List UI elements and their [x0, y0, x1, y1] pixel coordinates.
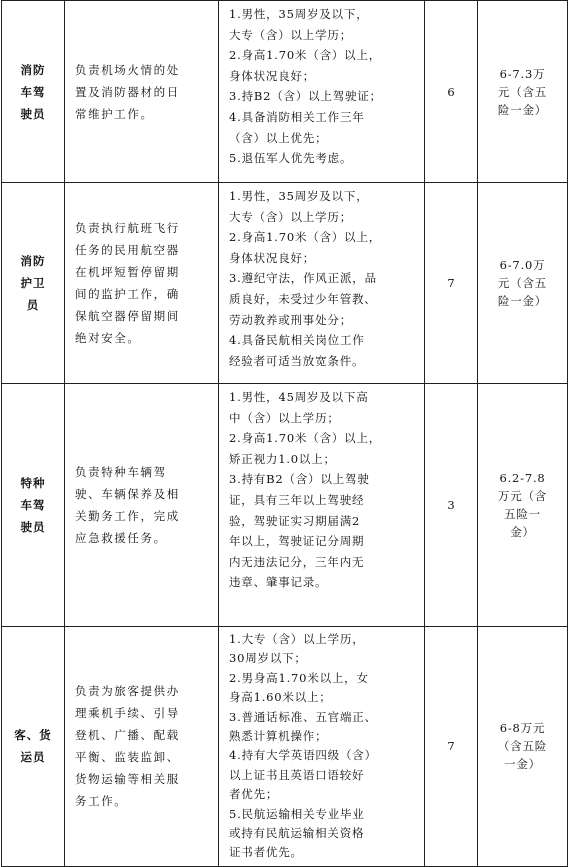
table-row — [2, 183, 568, 384]
requirements-cell: 1.男性，35周岁及以下， 大专（含）以上学历； 2.身高1.70米（含）以上， 身体状况良好； 3.持B2（含）以上驾驶证； 4.具备消防相关工作三年 （含）以上优先； 5.退伍军人优先考虑。 — [219, 1, 425, 183]
duty-cell: 负责为旅客提供办 理乘机手续、引导 登机、广播、配载 平衡、监装监卸、 货物运输等相关服 务工作。 — [65, 627, 219, 867]
duty-cell: 负责机场火情的处 置及消防器材的日 常维护工作。 — [65, 1, 219, 183]
headcount-cell: 3 — [425, 384, 478, 627]
requirements-cell: 1.男性，35周岁及以下， 大专（含）以上学历； 2.身高1.70米（含）以上， 身体状况良好； 3.遵纪守法，作风正派，品 质良好，未受过少年管教、 劳动教养或刑事处分； 4.具备民航相关岗位工作 经验者可适当放宽条件。 — [219, 183, 425, 384]
position-title: 消防 车驾 驶员 — [2, 1, 65, 183]
duty-cell: 负责执行航班飞行 任务的民用航空器 在机坪短暂停留期 间的监护工作，确 保航空器停留期间 绝对安全。 — [65, 183, 219, 384]
position-title: 消防 护卫 员 — [2, 183, 65, 384]
headcount-cell: 7 — [425, 627, 478, 867]
headcount-cell: 7 — [425, 183, 478, 384]
requirements-cell: 1.男性，45周岁及以下高 中（含）以上学历； 2.身高1.70米（含）以上， 矫正视力1.0以上； 3.持有B2（含）以上驾驶 证，具有三年以上驾驶经 验，驾驶证实习期届满2 年以上，驾驶证记分周期 内无违法记分，三年内无 违章、肇事记录。 — [219, 384, 425, 627]
requirements-cell: 1.大专（含）以上学历， 30周岁以下； 2.男身高1.70米以上，女 身高1.60米以上； 3.普通话标准、五官端正、 熟悉计算机操作； 4.持有大学英语四级（含） 以上证书且英语口语较好 者优先； 5.民航运输相关专业毕业 或持有民航运输相关资格 证书者优先。 — [219, 627, 425, 867]
headcount-cell: 6 — [425, 1, 478, 183]
recruitment-table — [1, 0, 568, 867]
salary-cell: 6-8万元 （含五险 一金） — [478, 627, 568, 867]
salary-cell: 6.2-7.8 万元（含 五险一 金） — [478, 384, 568, 627]
salary-cell: 6-7.0万 元（含五 险一金） — [478, 183, 568, 384]
salary-cell: 6-7.3万 元（含五 险一金） — [478, 1, 568, 183]
table-row — [2, 384, 568, 627]
position-title: 客、货 运员 — [2, 627, 65, 867]
position-title: 特种 车驾 驶员 — [2, 384, 65, 627]
table-row — [2, 627, 568, 867]
table-row — [2, 1, 568, 183]
duty-cell: 负责特种车辆驾 驶、车辆保养及相 关勤务工作，完成 应急救援任务。 — [65, 384, 219, 627]
